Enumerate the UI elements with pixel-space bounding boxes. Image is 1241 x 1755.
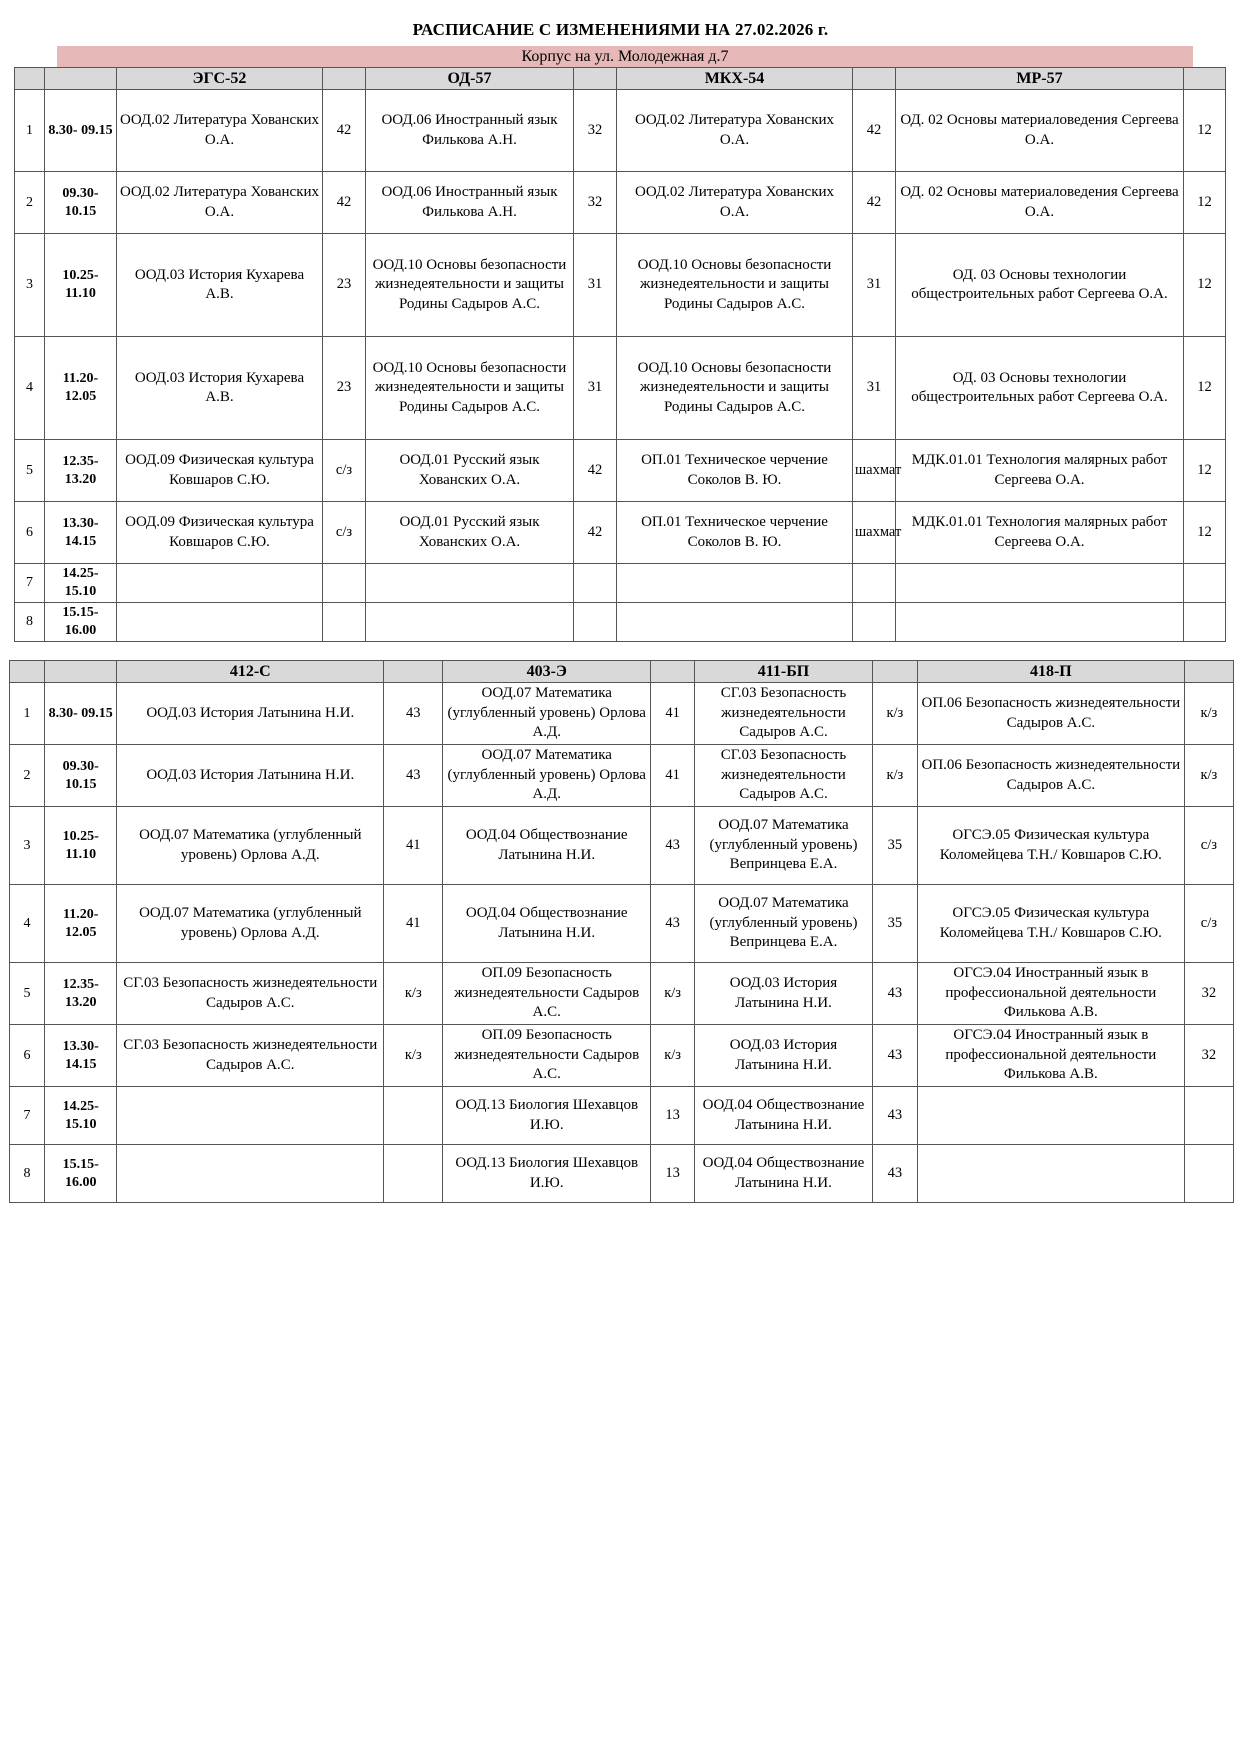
subject-cell: ООД.09 Физическая культура Ковшаров С.Ю. [117, 502, 323, 564]
lesson-time: 15.15- 16.00 [45, 603, 117, 642]
group-header: ОД-57 [366, 68, 574, 90]
room-cell: 12 [1184, 337, 1226, 440]
room-cell: 12 [1184, 172, 1226, 234]
header-room-cell [384, 661, 443, 683]
subject-cell: ООД.02 Литература Хованских О.А. [617, 172, 853, 234]
lesson-time: 09.30- 10.15 [45, 172, 117, 234]
lesson-number: 6 [15, 502, 45, 564]
header-room-cell [651, 661, 695, 683]
subject-cell: ООД.10 Основы безопасности жизнедеятельности и защиты Родины Садыров А.С. [617, 234, 853, 337]
room-cell: к/з [1184, 683, 1233, 745]
schedule-table-1 [14, 67, 1226, 642]
room-cell [1184, 1145, 1233, 1203]
table-row [15, 234, 1226, 337]
subject-cell: СГ.03 Безопасность жизнедеятельности Садыров А.С. [695, 683, 873, 745]
lesson-time: 12.35- 13.20 [45, 440, 117, 502]
room-cell: 42 [323, 172, 366, 234]
room-cell [574, 603, 617, 642]
room-cell [323, 564, 366, 603]
lesson-number: 2 [10, 745, 45, 807]
lesson-time: 09.30- 10.15 [45, 745, 117, 807]
room-cell: 43 [872, 1145, 917, 1203]
room-cell: 43 [872, 1025, 917, 1087]
subject-cell: ООД.13 Биология Шехавцов И.Ю. [443, 1145, 651, 1203]
room-cell: 32 [1184, 963, 1233, 1025]
table-row [15, 603, 1226, 642]
subject-cell: ООД.10 Основы безопасности жизнедеятельности и защиты Родины Садыров А.С. [366, 337, 574, 440]
lesson-time: 13.30- 14.15 [45, 1025, 117, 1087]
lesson-time: 11.20- 12.05 [45, 337, 117, 440]
lesson-number: 1 [10, 683, 45, 745]
subject-cell: ООД.09 Физическая культура Ковшаров С.Ю. [117, 440, 323, 502]
table-row [10, 807, 1234, 885]
table-row [10, 963, 1234, 1025]
room-cell [853, 564, 896, 603]
page-title: РАСПИСАНИЕ С ИЗМЕНЕНИЯМИ НА 27.02.2026 г. [412, 20, 829, 39]
subject-cell: СГ.03 Безопасность жизнедеятельности Садыров А.С. [117, 963, 384, 1025]
header-room-cell [574, 68, 617, 90]
schedule-table-2 [9, 660, 1234, 1203]
group-header: МКХ-54 [617, 68, 853, 90]
room-cell [853, 603, 896, 642]
lesson-number: 4 [15, 337, 45, 440]
room-cell: 35 [872, 807, 917, 885]
table-row [15, 172, 1226, 234]
lesson-number: 7 [10, 1087, 45, 1145]
subject-cell [117, 1145, 384, 1203]
subject-cell: МДК.01.01 Технология малярных работ Сергеева О.А. [896, 440, 1184, 502]
lesson-number: 3 [10, 807, 45, 885]
lesson-time: 8.30- 09.15 [45, 90, 117, 172]
room-cell: 43 [872, 1087, 917, 1145]
header-room-cell [872, 661, 917, 683]
subject-cell: ООД.03 История Кухарева А.В. [117, 337, 323, 440]
lesson-time: 10.25- 11.10 [45, 234, 117, 337]
subject-cell [617, 564, 853, 603]
subject-cell: ОГСЭ.05 Физическая культура Коломейцева Т.Н./ Ковшаров С.Ю. [917, 807, 1184, 885]
room-cell: к/з [384, 1025, 443, 1087]
subject-cell: ООД.10 Основы безопасности жизнедеятельности и защиты Родины Садыров А.С. [617, 337, 853, 440]
room-cell: 31 [853, 234, 896, 337]
subject-cell [896, 564, 1184, 603]
table-row [10, 683, 1234, 745]
room-cell [1184, 1087, 1233, 1145]
subject-cell: ОГСЭ.04 Иностранный язык в профессиональной деятельности Филькова А.В. [917, 963, 1184, 1025]
room-cell: 12 [1184, 90, 1226, 172]
room-cell [384, 1087, 443, 1145]
subject-cell: ООД.04 Обществознание Латынина Н.И. [695, 1087, 873, 1145]
room-cell: к/з [1184, 745, 1233, 807]
table-row [15, 502, 1226, 564]
room-cell: 23 [323, 234, 366, 337]
group-header: 411-БП [695, 661, 873, 683]
room-cell: 42 [574, 502, 617, 564]
subject-cell [366, 564, 574, 603]
room-cell: 43 [651, 885, 695, 963]
room-cell: 13 [651, 1087, 695, 1145]
room-cell: 43 [651, 807, 695, 885]
group-header: ЭГС-52 [117, 68, 323, 90]
room-cell: к/з [651, 1025, 695, 1087]
table-row [10, 1087, 1234, 1145]
room-cell: 12 [1184, 234, 1226, 337]
lesson-number: 4 [10, 885, 45, 963]
room-cell: 12 [1184, 440, 1226, 502]
subject-cell: ООД.04 Обществознание Латынина Н.И. [695, 1145, 873, 1203]
room-cell: 42 [323, 90, 366, 172]
room-cell: 31 [853, 337, 896, 440]
subject-cell: ООД.03 История Кухарева А.В. [117, 234, 323, 337]
room-cell: 41 [384, 885, 443, 963]
subject-cell: ОП.06 Безопасность жизнедеятельности Садыров А.С. [917, 683, 1184, 745]
table-row [15, 90, 1226, 172]
subject-cell [917, 1087, 1184, 1145]
lesson-time: 14.25- 15.10 [45, 564, 117, 603]
lesson-number: 6 [10, 1025, 45, 1087]
subject-cell: ООД.07 Математика (углубленный уровень) Вепринцева Е.А. [695, 885, 873, 963]
subject-cell [117, 564, 323, 603]
room-cell: с/з [1184, 807, 1233, 885]
room-cell: к/з [872, 745, 917, 807]
room-cell: 32 [574, 90, 617, 172]
subject-cell: ООД.04 Обществознание Латынина Н.И. [443, 807, 651, 885]
subject-cell: МДК.01.01 Технология малярных работ Сергеева О.А. [896, 502, 1184, 564]
room-cell: 35 [872, 885, 917, 963]
subject-cell: ООД.06 Иностранный язык Филькова А.Н. [366, 172, 574, 234]
lesson-number: 7 [15, 564, 45, 603]
room-cell: 12 [1184, 502, 1226, 564]
room-cell: 43 [384, 745, 443, 807]
table-row [15, 564, 1226, 603]
subject-cell: ОГСЭ.04 Иностранный язык в профессиональной деятельности Филькова А.В. [917, 1025, 1184, 1087]
header-time-cell [45, 661, 117, 683]
room-cell [574, 564, 617, 603]
lesson-time: 12.35- 13.20 [45, 963, 117, 1025]
header-time-cell [45, 68, 117, 90]
lesson-number: 3 [15, 234, 45, 337]
table-row [10, 1025, 1234, 1087]
subject-cell: ООД.13 Биология Шехавцов И.Ю. [443, 1087, 651, 1145]
room-cell: с/з [323, 502, 366, 564]
lesson-number: 1 [15, 90, 45, 172]
room-cell: 41 [384, 807, 443, 885]
table-row [10, 745, 1234, 807]
subject-cell: ООД.03 История Латынина Н.И. [117, 745, 384, 807]
subject-cell: ОГСЭ.05 Физическая культура Коломейцева Т.Н./ Ковшаров С.Ю. [917, 885, 1184, 963]
lesson-time: 15.15- 16.00 [45, 1145, 117, 1203]
room-cell: с/з [323, 440, 366, 502]
room-cell: шахмат [853, 502, 896, 564]
room-cell [1184, 564, 1226, 603]
lesson-number: 8 [10, 1145, 45, 1203]
subject-cell: ОП.01 Техническое черчение Соколов В. Ю. [617, 502, 853, 564]
table-row [15, 337, 1226, 440]
room-cell: 13 [651, 1145, 695, 1203]
subject-cell: ООД.07 Математика (углубленный уровень) Вепринцева Е.А. [695, 807, 873, 885]
subject-cell [117, 1087, 384, 1145]
lesson-time: 14.25- 15.10 [45, 1087, 117, 1145]
room-cell: 43 [872, 963, 917, 1025]
building-banner: Корпус на ул. Молодежная д.7 [57, 46, 1193, 67]
room-cell: 32 [574, 172, 617, 234]
subject-cell: СГ.03 Безопасность жизнедеятельности Садыров А.С. [117, 1025, 384, 1087]
subject-cell: ООД.01 Русский язык Хованских О.А. [366, 502, 574, 564]
subject-cell [917, 1145, 1184, 1203]
subject-cell: ОД. 03 Основы технологии общестроительных работ Сергеева О.А. [896, 337, 1184, 440]
room-cell: 31 [574, 234, 617, 337]
lesson-number: 5 [10, 963, 45, 1025]
room-cell: к/з [872, 683, 917, 745]
room-cell: к/з [384, 963, 443, 1025]
lesson-number: 8 [15, 603, 45, 642]
room-cell: с/з [1184, 885, 1233, 963]
room-cell: 32 [1184, 1025, 1233, 1087]
lesson-number: 5 [15, 440, 45, 502]
room-cell: шахмат [853, 440, 896, 502]
lesson-time: 10.25- 11.10 [45, 807, 117, 885]
group-header: 412-С [117, 661, 384, 683]
room-cell: 23 [323, 337, 366, 440]
subject-cell: ОП.01 Техническое черчение Соколов В. Ю. [617, 440, 853, 502]
room-cell [384, 1145, 443, 1203]
subject-cell [117, 603, 323, 642]
header-room-cell [1184, 68, 1226, 90]
room-cell [1184, 603, 1226, 642]
table-row [10, 1145, 1234, 1203]
table-row [10, 885, 1234, 963]
group-header: 403-Э [443, 661, 651, 683]
room-cell: 41 [651, 745, 695, 807]
group-header: МР-57 [896, 68, 1184, 90]
subject-cell: ООД.07 Математика (углубленный уровень) Орлова А.Д. [443, 745, 651, 807]
subject-cell: ООД.06 Иностранный язык Филькова А.Н. [366, 90, 574, 172]
header-num-cell [10, 661, 45, 683]
lesson-time: 8.30- 09.15 [45, 683, 117, 745]
header-room-cell [323, 68, 366, 90]
room-cell: 42 [853, 172, 896, 234]
subject-cell: ОД. 02 Основы материаловедения Сергеева О.А. [896, 90, 1184, 172]
room-cell: 42 [853, 90, 896, 172]
subject-cell: ОД. 03 Основы технологии общестроительных работ Сергеева О.А. [896, 234, 1184, 337]
subject-cell: ООД.01 Русский язык Хованских О.А. [366, 440, 574, 502]
room-cell: 41 [651, 683, 695, 745]
subject-cell: ОД. 02 Основы материаловедения Сергеева О.А. [896, 172, 1184, 234]
subject-cell: ОП.06 Безопасность жизнедеятельности Садыров А.С. [917, 745, 1184, 807]
header-room-cell [853, 68, 896, 90]
header-room-cell [1184, 661, 1233, 683]
table-row [15, 440, 1226, 502]
lesson-time: 11.20- 12.05 [45, 885, 117, 963]
subject-cell: ООД.07 Математика (углубленный уровень) Орлова А.Д. [117, 807, 384, 885]
room-cell: к/з [651, 963, 695, 1025]
subject-cell: ООД.10 Основы безопасности жизнедеятельности и защиты Родины Садыров А.С. [366, 234, 574, 337]
group-header: 418-П [917, 661, 1184, 683]
room-cell: 42 [574, 440, 617, 502]
room-cell [323, 603, 366, 642]
room-cell: 43 [384, 683, 443, 745]
subject-cell: ООД.02 Литература Хованских О.А. [617, 90, 853, 172]
subject-cell: ООД.07 Математика (углубленный уровень) Орлова А.Д. [443, 683, 651, 745]
lesson-time: 13.30- 14.15 [45, 502, 117, 564]
subject-cell [896, 603, 1184, 642]
subject-cell: ООД.02 Литература Хованских О.А. [117, 90, 323, 172]
subject-cell: ООД.03 История Латынина Н.И. [695, 1025, 873, 1087]
room-cell: 31 [574, 337, 617, 440]
subject-cell [617, 603, 853, 642]
subject-cell: ОП.09 Безопасность жизнедеятельности Садыров А.С. [443, 1025, 651, 1087]
subject-cell: ООД.04 Обществознание Латынина Н.И. [443, 885, 651, 963]
subject-cell: ООД.07 Математика (углубленный уровень) Орлова А.Д. [117, 885, 384, 963]
subject-cell: ООД.03 История Латынина Н.И. [117, 683, 384, 745]
lesson-number: 2 [15, 172, 45, 234]
subject-cell: ОП.09 Безопасность жизнедеятельности Садыров А.С. [443, 963, 651, 1025]
header-num-cell [15, 68, 45, 90]
subject-cell: СГ.03 Безопасность жизнедеятельности Садыров А.С. [695, 745, 873, 807]
subject-cell: ООД.03 История Латынина Н.И. [695, 963, 873, 1025]
subject-cell [366, 603, 574, 642]
subject-cell: ООД.02 Литература Хованских О.А. [117, 172, 323, 234]
